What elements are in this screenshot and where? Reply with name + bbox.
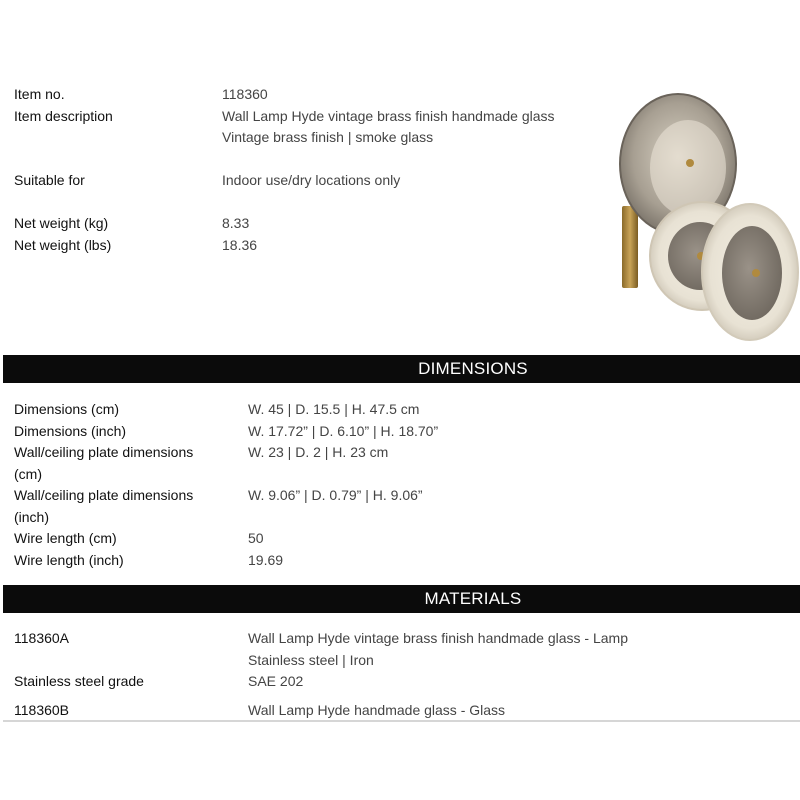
materials-heading: MATERIALS bbox=[424, 589, 522, 608]
net-weight-lbs-value: 18.36 bbox=[222, 237, 258, 253]
plate-dimensions-cm-label-1: Wall/ceiling plate dimensions bbox=[14, 444, 194, 460]
back-glass-glow bbox=[650, 120, 726, 216]
suitable-for-value: Indoor use/dry locations only bbox=[222, 172, 401, 188]
item-description-line-2: Vintage brass finish | smoke glass bbox=[222, 129, 434, 145]
material-a-line-2: Stainless steel | Iron bbox=[248, 652, 374, 668]
suitable-for-label: Suitable for bbox=[14, 172, 85, 188]
material-b-value: Wall Lamp Hyde handmade glass - Glass bbox=[248, 702, 506, 718]
steel-grade-value: SAE 202 bbox=[248, 673, 304, 689]
plate-dimensions-inch-label-2: (inch) bbox=[14, 509, 50, 525]
wire-length-cm-label: Wire length (cm) bbox=[14, 530, 117, 546]
wire-length-inch-value: 19.69 bbox=[248, 552, 284, 568]
material-a-line-1: Wall Lamp Hyde vintage brass finish handmade glass - Lamp bbox=[248, 630, 629, 646]
item-description-label: Item description bbox=[14, 108, 113, 124]
front-right-screw bbox=[752, 269, 760, 277]
materials-header bbox=[3, 585, 800, 613]
plate-dimensions-inch-value: W. 9.06” | D. 0.79” | H. 9.06” bbox=[248, 487, 423, 503]
wire-length-inch-label: Wire length (inch) bbox=[14, 552, 124, 568]
net-weight-kg-label: Net weight (kg) bbox=[14, 215, 109, 231]
dimensions-inch-value: W. 17.72” | D. 6.10” | H. 18.70” bbox=[248, 423, 439, 439]
item-description-line-1: Wall Lamp Hyde vintage brass finish handmade glass bbox=[222, 108, 555, 124]
wall-lamp-image bbox=[604, 86, 800, 348]
dimensions-inch-label: Dimensions (inch) bbox=[14, 423, 127, 439]
plate-dimensions-cm-label-2: (cm) bbox=[14, 466, 42, 482]
item-no-value: 118360 bbox=[222, 86, 268, 102]
material-b-label: 118360B bbox=[14, 702, 70, 718]
wall-plate bbox=[622, 206, 638, 288]
wall-lamp-illustration bbox=[604, 86, 800, 348]
dimensions-cm-value: W. 45 | D. 15.5 | H. 47.5 cm bbox=[248, 401, 420, 417]
bottom-divider bbox=[3, 720, 800, 722]
dimensions-heading: DIMENSIONS bbox=[418, 359, 528, 378]
back-disc-screw bbox=[686, 159, 694, 167]
dimensions-header bbox=[3, 355, 800, 383]
item-no-label: Item no. bbox=[14, 86, 65, 102]
steel-grade-label: Stainless steel grade bbox=[14, 673, 144, 689]
dimensions-cm-label: Dimensions (cm) bbox=[14, 401, 120, 417]
plate-dimensions-cm-value: W. 23 | D. 2 | H. 23 cm bbox=[248, 444, 389, 460]
material-a-label: 118360A bbox=[14, 630, 70, 646]
plate-dimensions-inch-label-1: Wall/ceiling plate dimensions bbox=[14, 487, 194, 503]
net-weight-kg-value: 8.33 bbox=[222, 215, 250, 231]
net-weight-lbs-label: Net weight (lbs) bbox=[14, 237, 112, 253]
wire-length-cm-value: 50 bbox=[248, 530, 264, 546]
